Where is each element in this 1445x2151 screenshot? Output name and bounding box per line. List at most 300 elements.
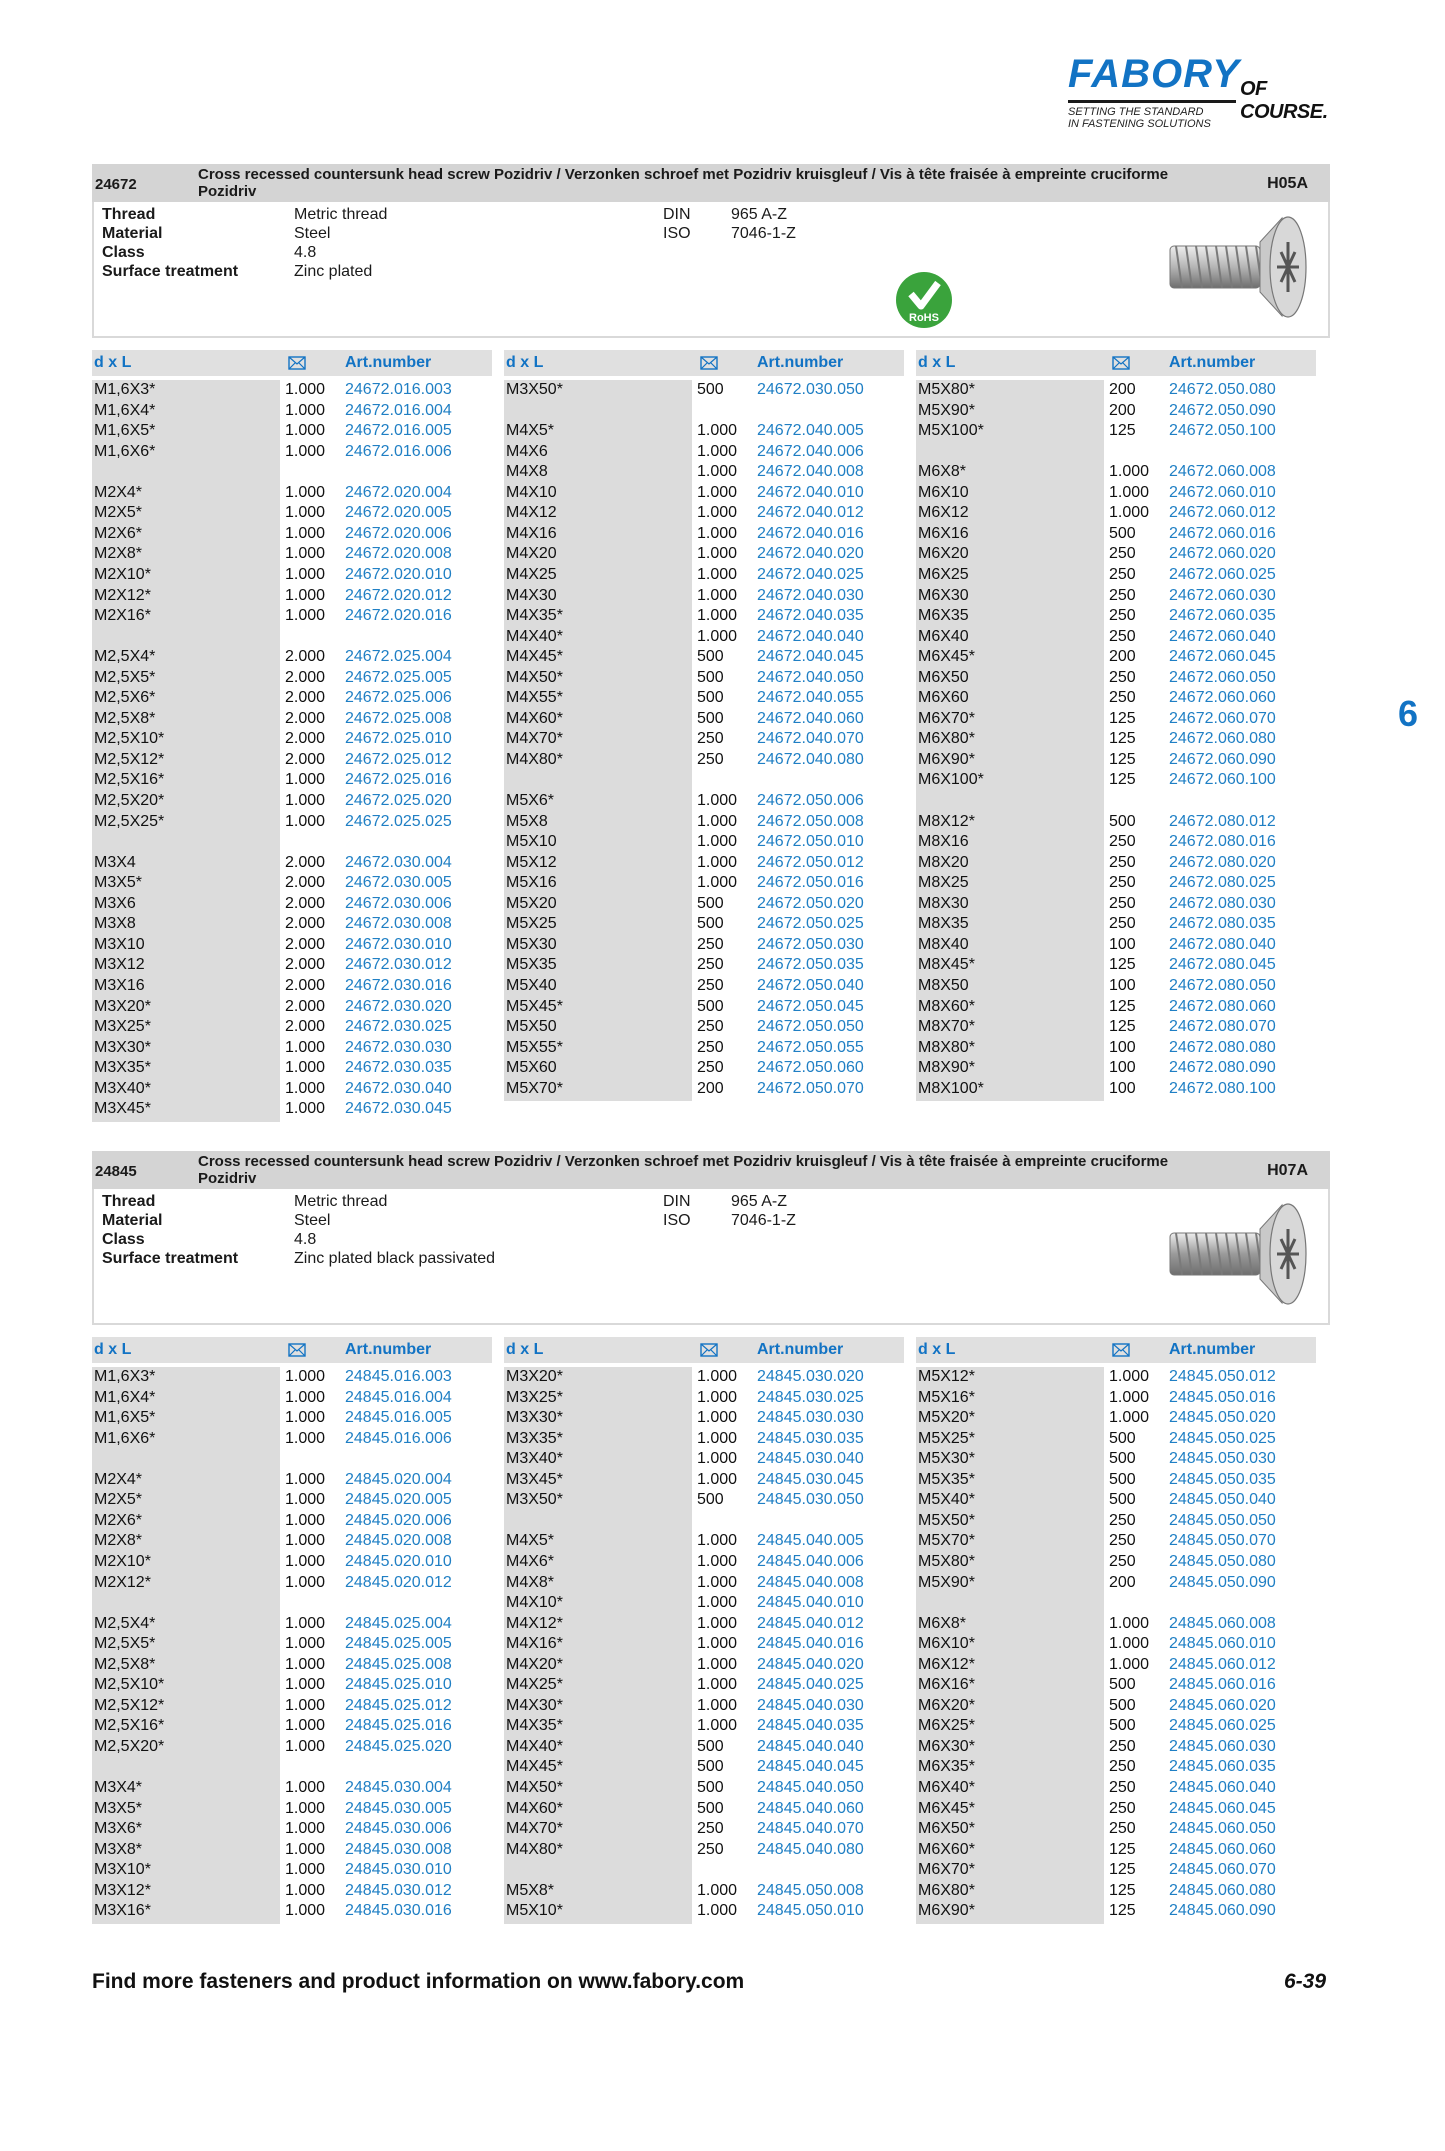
article-number-link[interactable]: 24845.050.030 [1169, 1450, 1276, 1468]
article-number-link[interactable]: 24672.025.005 [345, 668, 452, 686]
article-number-link[interactable]: 24845.030.004 [345, 1779, 452, 1796]
article-number-link[interactable]: 24672.050.016 [757, 874, 864, 892]
article-number-link[interactable]: 24845.060.035 [1169, 1758, 1276, 1776]
table-row [504, 1799, 904, 1819]
section-header [92, 164, 1330, 202]
article-number-link[interactable]: 24672.030.045 [345, 1100, 452, 1118]
table-row [916, 873, 1316, 893]
table-row [504, 976, 904, 996]
size-cell: M6X80* [918, 730, 975, 748]
article-number-link[interactable]: 24845.030.008 [345, 1840, 452, 1858]
quantity-cell: 125 [1109, 1018, 1136, 1036]
article-number-link[interactable]: 24672.040.035 [757, 607, 864, 625]
article-number-link[interactable]: 24672.060.045 [1169, 648, 1276, 666]
article-number-link[interactable]: 24672.040.030 [757, 586, 864, 604]
article-number-link[interactable]: 24672.025.020 [345, 792, 452, 809]
article-number-link[interactable]: 24672.020.004 [345, 483, 452, 501]
article-number-link[interactable]: 24672.020.012 [345, 586, 452, 604]
size-cell: M5X60 [506, 1059, 557, 1077]
article-number-link[interactable]: 24672.080.060 [1169, 997, 1276, 1015]
article-number-link[interactable]: 24672.040.016 [757, 524, 864, 542]
size-cell: M5X6* [506, 792, 555, 809]
article-number-link[interactable]: 24672.050.100 [1169, 422, 1276, 440]
article-number-link[interactable]: 24672.040.020 [757, 545, 864, 563]
table-row [916, 647, 1316, 667]
quantity-cell: 1.000 [697, 627, 738, 645]
table-row [92, 914, 492, 934]
article-number-link[interactable]: 24672.040.055 [757, 689, 864, 707]
article-number-link[interactable]: 24672.030.035 [345, 1059, 452, 1077]
article-number-link[interactable]: 24845.030.006 [345, 1820, 452, 1838]
quantity-cell: 250 [1109, 689, 1136, 707]
article-number-link[interactable]: 24845.060.090 [1169, 1902, 1276, 1920]
size-cell: M6X16 [918, 524, 969, 542]
chapter-tab: 6 [1398, 693, 1419, 734]
brand-tagline [1068, 106, 1268, 130]
article-number-link[interactable]: 24672.050.040 [757, 976, 864, 994]
article-number-link[interactable]: 24845.025.012 [345, 1696, 452, 1714]
article-number-link[interactable]: 24845.020.008 [345, 1532, 452, 1550]
size-cell: M2X4* [94, 1470, 143, 1488]
size-cell: M6X90* [918, 1902, 975, 1920]
article-number-link[interactable]: 24845.040.070 [757, 1820, 864, 1838]
article-number-link[interactable]: 24672.050.010 [757, 833, 864, 851]
article-number-link[interactable]: 24672.016.005 [345, 422, 452, 440]
article-number-link[interactable]: 24845.025.008 [345, 1655, 452, 1673]
size-cell: M8X50 [918, 976, 969, 994]
quantity-cell: 1.000 [285, 1696, 326, 1714]
quantity-cell: 1.000 [697, 586, 738, 604]
table-row [504, 668, 904, 688]
article-number-link[interactable]: 24672.080.030 [1169, 894, 1276, 912]
size-cell: M5X50 [506, 1018, 557, 1036]
size-cell: M4X45* [506, 648, 563, 666]
article-number-link[interactable]: 24672.040.025 [757, 565, 864, 583]
header-art-number: Art.number [757, 1341, 844, 1358]
quantity-cell: 1.000 [285, 1511, 326, 1529]
article-number-link[interactable]: 24845.020.012 [345, 1573, 452, 1591]
size-cell: M3X45* [506, 1470, 563, 1488]
article-number-link[interactable]: 24845.040.006 [757, 1552, 864, 1570]
article-number-link[interactable]: 24845.030.020 [757, 1368, 864, 1385]
article-number-link[interactable]: 24845.060.025 [1169, 1717, 1276, 1735]
article-number-link[interactable]: 24845.020.004 [345, 1470, 452, 1488]
article-number-link[interactable]: 24845.060.030 [1169, 1737, 1276, 1755]
article-number-link[interactable]: 24845.030.040 [757, 1450, 864, 1468]
size-cell: M5X90* [918, 401, 975, 419]
quantity-cell: 250 [697, 1820, 724, 1838]
table-row [504, 421, 904, 441]
article-number-link[interactable]: 24672.050.060 [757, 1059, 864, 1077]
article-number-link[interactable]: 24672.060.035 [1169, 607, 1276, 625]
table-row [916, 1778, 1316, 1798]
article-number-link[interactable]: 24672.050.050 [757, 1018, 864, 1036]
table-row [504, 1696, 904, 1716]
article-number-link[interactable]: 24672.040.060 [757, 709, 864, 727]
article-number-link[interactable]: 24845.040.040 [757, 1737, 864, 1755]
size-cell: M2X8* [94, 545, 143, 563]
size-cell: M2,5X5* [94, 1635, 156, 1653]
article-number-link[interactable]: 24845.020.010 [345, 1552, 452, 1570]
article-number-link[interactable]: 24672.025.010 [345, 730, 452, 748]
quantity-cell: 250 [697, 1840, 724, 1858]
article-number-link[interactable]: 24845.025.010 [345, 1676, 452, 1694]
article-number-link[interactable]: 24672.060.060 [1169, 689, 1276, 707]
quantity-cell: 250 [1109, 874, 1136, 892]
table-row [916, 1058, 1316, 1078]
header-art-number: Art.number [345, 354, 432, 371]
quantity-cell: 1.000 [285, 1779, 326, 1796]
article-number-link[interactable]: 24672.040.008 [757, 463, 864, 481]
article-number-link[interactable]: 24845.030.012 [345, 1881, 452, 1899]
article-number-link[interactable]: 24845.050.012 [1169, 1368, 1276, 1385]
article-number-link[interactable]: 24672.030.020 [345, 997, 452, 1015]
table-row [92, 524, 492, 544]
quantity-cell: 2.000 [285, 853, 326, 871]
article-number-link[interactable]: 24672.040.006 [757, 442, 864, 460]
article-number-link[interactable]: 24672.080.050 [1169, 976, 1276, 994]
article-number-link[interactable]: 24845.060.045 [1169, 1799, 1276, 1817]
size-cell: M5X30 [506, 935, 557, 953]
size-cell: M2,5X12* [94, 1696, 165, 1714]
size-cell: M5X16* [918, 1388, 975, 1406]
article-number-link[interactable]: 24672.030.050 [757, 381, 864, 398]
size-cell: M6X90* [918, 750, 975, 768]
table-row [92, 791, 492, 811]
article-number-link[interactable]: 24845.050.070 [1169, 1532, 1276, 1550]
article-number-link[interactable]: 24845.040.080 [757, 1840, 864, 1858]
size-cell: M3X10 [94, 935, 145, 953]
article-number-link[interactable]: 24672.025.004 [345, 648, 452, 666]
spec-label: Material [102, 225, 163, 242]
size-cell: M5X16 [506, 874, 557, 892]
article-number-link[interactable]: 24672.016.006 [345, 442, 452, 460]
size-cell: M8X12* [918, 812, 975, 830]
table-row [92, 380, 492, 400]
table-row [92, 1470, 492, 1490]
quantity-cell: 250 [1109, 853, 1136, 871]
article-number-link[interactable]: 24672.025.012 [345, 750, 452, 768]
article-number-link[interactable]: 24672.020.016 [345, 607, 452, 625]
size-cell: M4X60* [506, 709, 563, 727]
article-number-link[interactable]: 24845.060.012 [1169, 1655, 1276, 1673]
article-number-link[interactable]: 24845.060.008 [1169, 1614, 1276, 1632]
table-row [92, 976, 492, 996]
article-number-link[interactable]: 24672.050.080 [1169, 381, 1276, 398]
size-cell: M3X6 [94, 894, 136, 912]
quantity-cell: 1.000 [697, 833, 738, 851]
size-cell: M6X70* [918, 709, 975, 727]
article-number-link[interactable]: 24672.050.025 [757, 915, 864, 933]
table-row [92, 1778, 492, 1798]
article-number-link[interactable]: 24845.060.010 [1169, 1635, 1276, 1653]
article-number-link[interactable]: 24845.050.080 [1169, 1552, 1276, 1570]
header-dxl: d x L [506, 1341, 544, 1358]
quantity-cell: 1.000 [697, 545, 738, 563]
article-number-link[interactable]: 24672.030.025 [345, 1018, 452, 1036]
product-ref: H05A [1267, 175, 1308, 192]
size-cell: M4X20 [506, 545, 557, 563]
article-number-link[interactable]: 24672.060.008 [1169, 463, 1276, 481]
article-number-link[interactable]: 24672.030.016 [345, 976, 452, 994]
article-number-link[interactable]: 24845.050.020 [1169, 1409, 1276, 1427]
article-number-link[interactable]: 24672.060.080 [1169, 730, 1276, 748]
article-number-link[interactable]: 24845.040.010 [757, 1594, 864, 1612]
article-number-link[interactable]: 24845.016.005 [345, 1409, 452, 1427]
size-cell: M3X5* [94, 1799, 143, 1817]
article-number-link[interactable]: 24845.040.008 [757, 1573, 864, 1591]
article-number-link[interactable]: 24845.050.050 [1169, 1511, 1276, 1529]
article-number-link[interactable]: 24845.016.006 [345, 1429, 452, 1447]
article-number-link[interactable]: 24845.025.016 [345, 1717, 452, 1735]
article-number-link[interactable]: 24845.050.025 [1169, 1429, 1276, 1447]
article-number-link[interactable]: 24845.016.003 [345, 1368, 452, 1385]
quantity-cell: 500 [1109, 1491, 1136, 1509]
article-number-link[interactable]: 24672.050.070 [757, 1079, 864, 1097]
article-number-link[interactable]: 24672.040.012 [757, 504, 864, 522]
article-number-link[interactable]: 24672.040.070 [757, 730, 864, 748]
article-number-link[interactable]: 24845.030.035 [757, 1429, 864, 1447]
article-number-link[interactable]: 24672.080.045 [1169, 956, 1276, 974]
article-number-link[interactable]: 24672.080.080 [1169, 1038, 1276, 1056]
article-number-link[interactable]: 24845.040.016 [757, 1635, 864, 1653]
article-number-link[interactable]: 24672.040.050 [757, 668, 864, 686]
table-row [504, 873, 904, 893]
article-number-link[interactable]: 24672.040.045 [757, 648, 864, 666]
article-number-link[interactable]: 24672.025.025 [345, 812, 452, 830]
size-cell: M6X45* [918, 648, 975, 666]
size-cell: M5X45* [506, 997, 563, 1015]
quantity-cell: 1.000 [285, 1737, 326, 1755]
table-row [916, 1860, 1316, 1880]
article-number-link[interactable]: 24845.050.090 [1169, 1573, 1276, 1591]
article-number-link[interactable]: 24672.016.004 [345, 401, 452, 419]
article-number-link[interactable]: 24672.060.016 [1169, 524, 1276, 542]
article-number-link[interactable]: 24845.030.045 [757, 1470, 864, 1488]
article-number-link[interactable]: 24672.025.008 [345, 709, 452, 727]
quantity-cell: 1.000 [285, 1470, 326, 1488]
article-number-link[interactable]: 24672.060.012 [1169, 504, 1276, 522]
quantity-cell: 1.000 [285, 1573, 326, 1591]
quantity-cell: 200 [1109, 648, 1136, 666]
article-number-link[interactable]: 24845.020.005 [345, 1491, 452, 1509]
article-number-link[interactable]: 24672.080.070 [1169, 1018, 1276, 1036]
article-number-link[interactable]: 24672.040.080 [757, 750, 864, 768]
size-cell: M5X25* [918, 1429, 975, 1447]
size-cell: M8X80* [918, 1038, 975, 1056]
article-number-link[interactable]: 24845.060.050 [1169, 1820, 1276, 1838]
quantity-cell: 250 [1109, 668, 1136, 686]
article-number-link[interactable]: 24672.030.005 [345, 874, 452, 892]
table-row [92, 503, 492, 523]
size-cell: M4X20* [506, 1655, 563, 1673]
table-row [92, 586, 492, 606]
article-number-link[interactable]: 24845.030.010 [345, 1861, 452, 1879]
article-number-link[interactable]: 24672.030.040 [345, 1079, 452, 1097]
quantity-cell: 125 [1109, 730, 1136, 748]
article-number-link[interactable]: 24672.080.020 [1169, 853, 1276, 871]
article-number-link[interactable]: 24672.020.006 [345, 524, 452, 542]
article-number-link[interactable]: 24845.040.030 [757, 1696, 864, 1714]
article-number-link[interactable]: 24672.060.040 [1169, 627, 1276, 645]
size-cell: M2X8* [94, 1532, 143, 1550]
quantity-cell: 1.000 [697, 853, 738, 871]
article-number-link[interactable]: 24672.050.020 [757, 894, 864, 912]
size-cell: M1,6X6* [94, 442, 156, 460]
article-number-link[interactable]: 24672.060.025 [1169, 565, 1276, 583]
article-number-link[interactable]: 24845.025.020 [345, 1737, 452, 1755]
article-number-link[interactable]: 24672.080.012 [1169, 812, 1276, 830]
article-number-link[interactable]: 24672.060.020 [1169, 545, 1276, 563]
rohs-icon [894, 270, 954, 330]
quantity-cell: 125 [1109, 771, 1136, 789]
article-number-link[interactable]: 24845.040.005 [757, 1532, 864, 1550]
article-number-link[interactable]: 24672.050.006 [757, 792, 864, 809]
article-number-link[interactable]: 24845.060.040 [1169, 1779, 1276, 1796]
table-row [916, 1017, 1316, 1037]
article-number-link[interactable]: 24845.030.030 [757, 1409, 864, 1427]
article-number-link[interactable]: 24672.080.035 [1169, 915, 1276, 933]
table-row [92, 1490, 492, 1510]
article-number-link[interactable]: 24845.040.012 [757, 1614, 864, 1632]
table-row [504, 729, 904, 749]
table-row [916, 1696, 1316, 1716]
article-number-link[interactable]: 24845.030.025 [757, 1388, 864, 1406]
size-cell: M6X40 [918, 627, 969, 645]
size-cell: M6X35* [918, 1758, 975, 1776]
article-number-link[interactable]: 24845.040.045 [757, 1758, 864, 1776]
table-row [916, 997, 1316, 1017]
table-row [504, 1655, 904, 1675]
article-number-link[interactable]: 24672.060.030 [1169, 586, 1276, 604]
article-number-link[interactable]: 24672.050.045 [757, 997, 864, 1015]
product-section [92, 1151, 1330, 2151]
article-number-link[interactable]: 24672.040.010 [757, 483, 864, 501]
article-number-link[interactable]: 24845.030.016 [345, 1902, 452, 1920]
article-number-link[interactable]: 24845.030.050 [757, 1491, 864, 1509]
logo-bar [1068, 100, 1236, 103]
table-row [504, 1901, 904, 1921]
article-number-link[interactable]: 24672.020.010 [345, 565, 452, 583]
quantity-cell: 100 [1109, 1059, 1136, 1077]
article-number-link[interactable]: 24672.080.100 [1169, 1079, 1276, 1097]
article-number-link[interactable]: 24672.040.040 [757, 627, 864, 645]
quantity-cell: 1.000 [285, 483, 326, 501]
article-number-link[interactable]: 24845.060.060 [1169, 1840, 1276, 1858]
article-number-link[interactable]: 24672.025.016 [345, 771, 452, 789]
table-row [916, 483, 1316, 503]
article-number-link[interactable]: 24672.080.025 [1169, 874, 1276, 892]
table-row [92, 1655, 492, 1675]
article-number-link[interactable]: 24845.060.070 [1169, 1861, 1276, 1879]
article-number-link[interactable]: 24845.040.025 [757, 1676, 864, 1694]
table-row [92, 812, 492, 832]
article-number-link[interactable]: 24845.060.080 [1169, 1881, 1276, 1899]
article-number-link[interactable]: 24672.050.012 [757, 853, 864, 871]
article-number-link[interactable]: 24845.050.016 [1169, 1388, 1276, 1406]
size-cell: M4X40* [506, 1737, 563, 1755]
quantity-cell: 125 [1109, 1881, 1136, 1899]
article-number-link[interactable]: 24672.050.008 [757, 812, 864, 830]
article-number-link[interactable]: 24845.050.010 [757, 1902, 864, 1920]
article-number-link[interactable]: 24672.080.016 [1169, 833, 1276, 851]
article-number-link[interactable]: 24672.050.030 [757, 935, 864, 953]
article-number-link[interactable]: 24672.080.040 [1169, 935, 1276, 953]
article-number-link[interactable]: 24672.060.070 [1169, 709, 1276, 727]
article-number-link[interactable]: 24672.060.100 [1169, 771, 1276, 789]
quantity-cell: 500 [697, 915, 724, 933]
article-number-link[interactable]: 24672.050.090 [1169, 401, 1276, 419]
article-number-link[interactable]: 24672.050.055 [757, 1038, 864, 1056]
size-cell: M5X25 [506, 915, 557, 933]
article-number-link[interactable]: 24845.025.005 [345, 1635, 452, 1653]
article-number-link[interactable]: 24672.030.030 [345, 1038, 452, 1056]
article-number-link[interactable]: 24672.016.003 [345, 381, 452, 398]
article-number-link[interactable]: 24845.050.008 [757, 1881, 864, 1899]
article-number-link[interactable]: 24672.060.090 [1169, 750, 1276, 768]
table-row [504, 1429, 904, 1449]
article-number-link[interactable]: 24672.060.050 [1169, 668, 1276, 686]
article-number-link[interactable]: 24845.050.035 [1169, 1470, 1276, 1488]
table-row [916, 1408, 1316, 1428]
article-number-link[interactable]: 24672.030.004 [345, 853, 452, 871]
quantity-cell: 1.000 [697, 1655, 738, 1673]
quantity-cell: 200 [1109, 381, 1136, 398]
size-cell: M5X80* [918, 1552, 975, 1570]
brand-tagline-1: SETTING THE STANDARD [1068, 106, 1204, 118]
article-number-link[interactable]: 24845.020.006 [345, 1511, 452, 1529]
size-cell: M2,5X16* [94, 1717, 165, 1735]
quantity-cell: 250 [1109, 627, 1136, 645]
article-number-link[interactable]: 24672.080.090 [1169, 1059, 1276, 1077]
table-row [916, 1511, 1316, 1531]
article-number-link[interactable]: 24672.030.006 [345, 894, 452, 912]
size-cell: M5X20* [918, 1409, 975, 1427]
quantity-cell: 250 [1109, 1511, 1136, 1529]
quantity-cell: 1.000 [1109, 483, 1150, 501]
size-cell: M5X8* [506, 1881, 555, 1899]
article-number-link[interactable]: 24672.050.035 [757, 956, 864, 974]
article-number-link[interactable]: 24672.025.006 [345, 689, 452, 707]
table-row [504, 462, 904, 482]
article-number-link[interactable]: 24672.020.008 [345, 545, 452, 563]
article-number-link[interactable]: 24672.030.008 [345, 915, 452, 933]
article-number-link[interactable]: 24672.020.005 [345, 504, 452, 522]
table-row [92, 1099, 492, 1119]
size-cell: M1,6X5* [94, 422, 156, 440]
article-number-link[interactable]: 24672.040.005 [757, 422, 864, 440]
size-cell: M3X4* [94, 1779, 143, 1796]
article-number-link[interactable]: 24845.016.004 [345, 1388, 452, 1406]
table-row [92, 770, 492, 790]
article-number-link[interactable]: 24845.040.020 [757, 1655, 864, 1673]
article-number-link[interactable]: 24845.030.005 [345, 1799, 452, 1817]
article-number-link[interactable]: 24845.040.060 [757, 1799, 864, 1817]
article-number-link[interactable]: 24845.060.016 [1169, 1676, 1276, 1694]
article-number-link[interactable]: 24845.050.040 [1169, 1491, 1276, 1509]
article-number-link[interactable]: 24845.025.004 [345, 1614, 452, 1632]
article-number-link[interactable]: 24672.030.012 [345, 956, 452, 974]
quantity-cell: 1.000 [285, 771, 326, 789]
table-row [92, 1819, 492, 1839]
size-cell: M6X30* [918, 1737, 975, 1755]
article-number-link[interactable]: 24845.060.020 [1169, 1696, 1276, 1714]
article-number-link[interactable]: 24672.030.010 [345, 935, 452, 953]
article-number-link[interactable]: 24672.060.010 [1169, 483, 1276, 501]
article-number-link[interactable]: 24845.040.035 [757, 1717, 864, 1735]
table-row [92, 565, 492, 585]
article-number-link[interactable]: 24845.040.050 [757, 1779, 864, 1796]
